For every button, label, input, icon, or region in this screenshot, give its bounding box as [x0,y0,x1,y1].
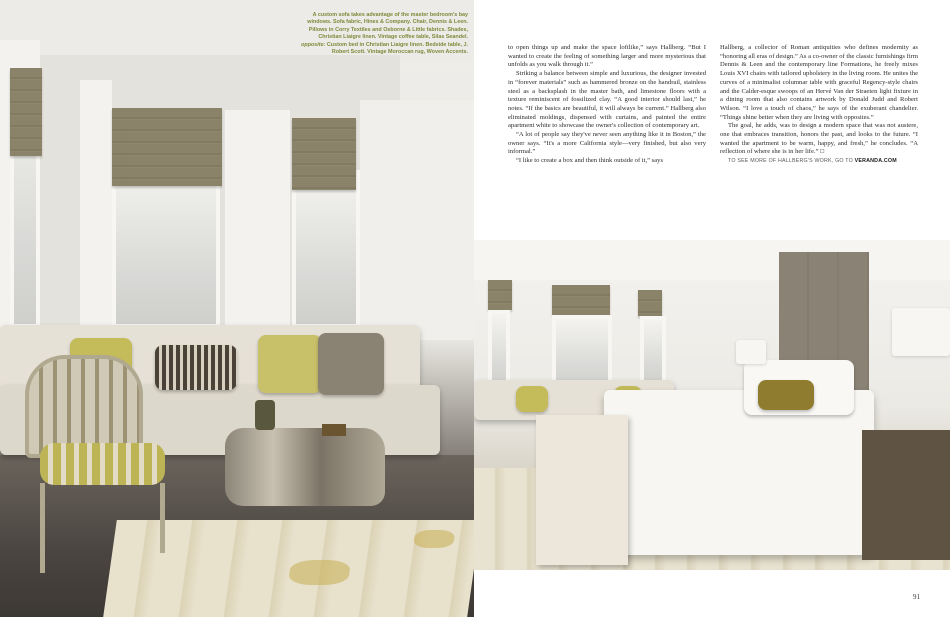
bench [536,415,628,565]
vintage-coffee-table [225,428,385,506]
wall-column [80,80,112,330]
article-column-1 [508,44,706,166]
roman-shade [488,280,512,310]
veranda-link[interactable]: VERANDA.COM [854,158,897,165]
paragraph: “A lot of people say they've never seen anything like it in Boston,” the owner says. “It's a more California style—very finished, but also very informal.” [508,131,706,156]
pillow-chartreuse [258,335,322,393]
paragraph: The goal, he adds, was to design a modern space that was not austere, one that embraces transition, honors the past, and looks to the future. “I wanted the apartment to be warm, happy, and fresh,” he concludes. “A reflection of where she is in her life.” □ [720,122,918,156]
paragraph: to open things up and make the space loftlike,” says Hallberg. “But I wanted to create the feeling of something larger and more mysterious that unfolds as you walk through it.” [508,44,706,69]
wall-column [225,110,290,330]
bedroom-photo [474,240,950,570]
article-column-2 [720,44,918,166]
photo-caption [300,12,468,56]
pillow-olive [758,380,814,410]
pillow-taupe [318,333,384,395]
see-more-prefix: TO SEE MORE OF HALLBERG'S WORK, GO TO [728,158,855,165]
caption-tail: Custom bed in Christian Liaigre linen. Bedside table, J. Robert Scott. Vintage Moroccan rug, Woven Accents. [326,41,468,56]
window-right [292,170,360,328]
right-page [474,0,950,617]
nightstand [862,430,950,560]
caption-text: A custom sofa takes advantage of the master bedroom's bay windows. Sofa fabric, Hines & Company. Chair, Dennis & Leen. Pillows in Corry Textiles and Osborne & Little fabrics. Shades, Christian Liaigre linen. Vintage coffee table, Silas Seandel. [307,12,468,41]
paragraph: Hallberg, a collector of Roman antiquities who defines modernity as “honoring all eras of design.” As a co-owner of the classic furnishings firm Dennis & Leen and the contemporary line Formations, he freely mixes Louis XVI chairs with tailored upholstery in the living room. He unites the curves of a minimalist columnar table with graceful Regency-style chairs and the Calder-esque swoops of an Hervé Van der Straeten light fixture in a dining room that also contains artwork by Donald Judd and Robert Wilson. “I love a touch of chaos,” he says of the exuberant chandelier. “Things shine better when they are living with opposites.” [720,44,918,121]
wall-right [360,100,474,340]
caption-lead-word: opposite: [301,41,326,48]
louis-xvi-chair [20,355,170,575]
living-room-photo [0,0,474,617]
page-number: 91 [913,593,920,601]
see-more-note [720,157,918,166]
table-lamp [736,340,766,364]
roman-shade-center [112,108,222,186]
roman-shade-right [292,118,356,190]
pillow-chartreuse [516,386,548,412]
roman-shade-left [10,68,42,156]
paragraph: Striking a balance between simple and luxurious, the designer invested in “forever materials” such as hammered bronze on the handrail, stainless steel as a backsplash in the master bath, and limestone floors with a texture reminiscent of fossilized clay. “A good interior should last,” he notes. “If the basics are beautiful, it will always be current.” Hallberg also eliminated moldings, dispensed with curtains, and painted the entire apartment white to showcase the owner's collection of contemporary art. [508,70,706,130]
paragraph: “I like to create a box and then think outside of it,” says [516,157,664,165]
ceiling [474,240,950,280]
box [322,424,346,436]
plant [255,400,275,430]
bedside-lamp [892,308,950,356]
roman-shade [638,290,662,316]
roman-shade [552,285,610,315]
window [640,316,666,390]
